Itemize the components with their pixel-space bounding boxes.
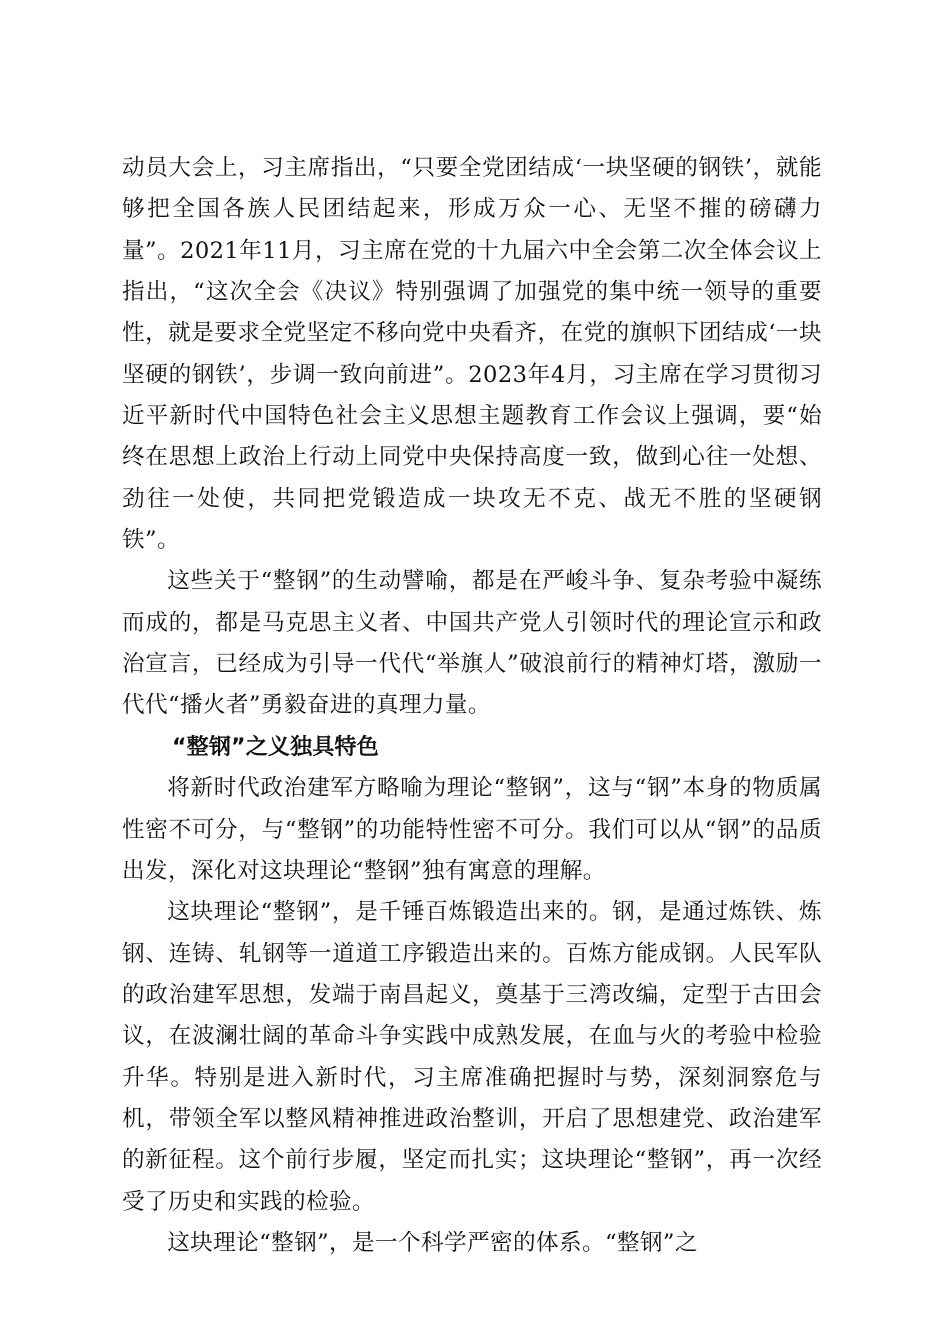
document-page: [122, 148, 822, 1264]
paragraph-2: 这些关于“整钢”的生动譬喻，都是在严峻斗争、复杂考验中凝练而成的，都是马克思主义者、中国共产党人引领时代的理论宣示和政治宣言，已经成为引导一代代“举旗人”破浪前行的精神灯塔，激励一代代“播火者”勇毅奋进的真理力量。: [122, 568, 822, 719]
paragraph-4: 这块理论“整钢”，是千锤百炼锻造出来的。钢，是通过炼铁、炼钢、连铸、轧钢等一道道工序锻造出来的。百炼方能成钢。人民军队的政治建军思想，发端于南昌起义，奠基于三湾改编，定型于古田会议，在波澜壮阔的革命斗争实践中成熟发展，在血与火的考验中检验升华。特别是进入新时代，习主席准确把握时与势，深刻洞察危与机，带领全军以整风精神推进政治整训，开启了思想建党、政治建军的新征程。这个前行步履，坚定而扎实；这块理论“整钢”，再一次经受了历史和实践的检验。: [122, 899, 822, 1215]
paragraph-1: 动员大会上，习主席指出，“只要全党团结成‘一块坚硬的钢铁’，就能够把全国各族人民团结起来，形成万众一心、无坚不摧的磅礴力量”。2021年11月，习主席在党的十九届六中全会第二次全体会议上指出，“这次全会《决议》特别强调了加强党的集中统一领导的重要性，就是要求全党坚定不移向党中央看齐，在党的旗帜下团结成‘一块坚硬的钢铁’，步调一致向前进”。2023年4月，习主席在学习贯彻习近平新时代中国特色社会主义思想主题教育工作会议上强调，要“始终在思想上政治上行动上同党中央保持高度一致，做到心往一处想、劲往一处使，共同把党锻造成一块攻无不克、战无不胜的坚硬钢铁”。: [122, 155, 822, 554]
paragraph-3: 将新时代政治建军方略喻为理论“整钢”，这与“钢”本身的物质属性密不可分，与“整钢”的功能特性密不可分。我们可以从“钢”的品质出发，深化对这块理论“整钢”独有寓意的理解。: [122, 775, 822, 884]
section-heading: “整钢”之义独具特色: [172, 734, 379, 760]
paragraph-5: 这块理论“整钢”，是一个科学严密的体系。“整钢”之: [167, 1229, 698, 1256]
